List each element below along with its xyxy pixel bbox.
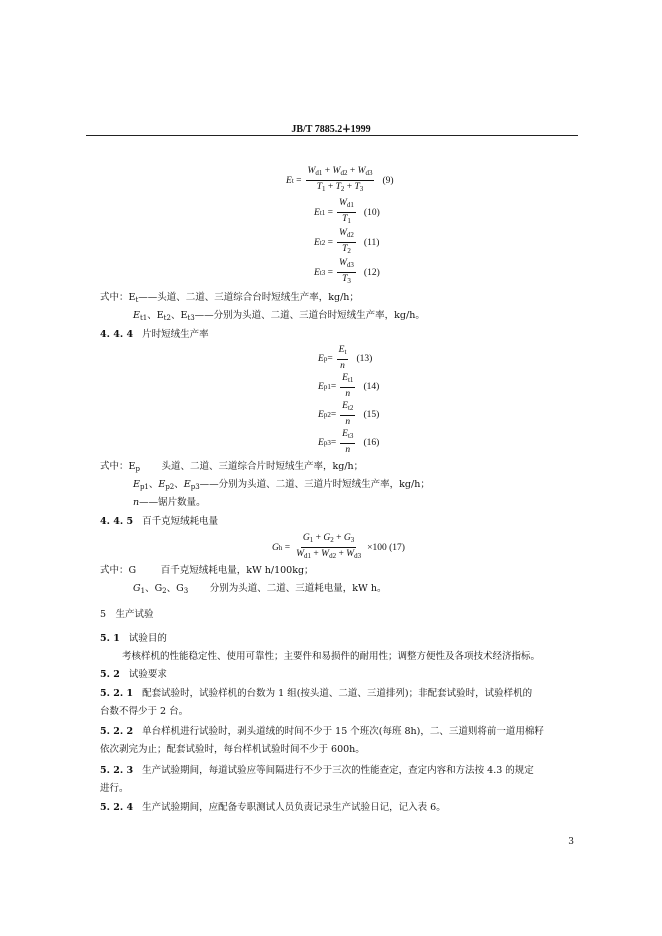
paragraph-5-2-2: 5. 2. 2 单台样机进行试验时，剥头道绒的时间不少于 15 个班次(每班 8h)，二、三道则将前一道用棉籽 [100,726,544,737]
equation-number: (16) [363,437,380,448]
formula-13: E p = $\frac{E_t}{n}$ (13) [318,345,373,371]
paragraph-line: 台数不得少于 2 台。 [100,706,189,717]
section-heading-4-4-5: 4. 4. 5 百千克短绒耗电量 [100,516,219,527]
paragraph-line: 进行。 [100,783,129,794]
formula-15: E p2 = $\frac{E_{t2}}{n}$ (15) [318,401,380,427]
equation-number: (10) [363,207,380,218]
equation-number: (17) [389,542,405,553]
formula-9: E t = $\frac{W_{d1} + W_{d2} + W_{d3}}{T_1 + T_2 + T_3}$ (9) [286,166,394,193]
where-clause: $E_{t1}$、$E_{t2}$、$E_{t3}——$分别为头道、二道、三道台时短绒生产率，kg/h。 [133,310,425,322]
equation-number: (13) [356,353,373,364]
formula-10: E t1 = $\frac{W_{d1}}{T_1}$ (10) [314,198,380,225]
paragraph-5-2-4: 5. 2. 4 生产试验期间，应配备专职测试人员负责记录生产试验日记，记入表 6。 [100,802,446,813]
paragraph: 考核样机的性能稳定性、使用可靠性；主要件和易损件的耐用性；调整方便性及各项技术经济指标。 [122,651,541,662]
section-heading-4-4-4: 4. 4. 4 片时短绒生产率 [100,329,209,340]
section-heading-5-1: 5. 1 试验目的 [100,633,167,644]
equation-number: (12) [363,267,380,278]
paragraph-5-2-1: 5. 2. 1 配套试验时，试验样机的台数为 1 组(按头道、二道、三道排列)；非配套试验时，试验样机的 [100,688,533,699]
where-clause: n——锯片数量。 [133,497,206,508]
formula-17: G h = $\frac{G_1 + G_2 + G_3}{W_{d1} + W_{d2} + W_{d3}}$ ×100 (17) [272,533,405,560]
where-clause: $E_{p1}$、$E_{p2}$、$E_{p3}——$分别为头道、二道、三道片时短绒生产率，kg/h； [133,479,430,491]
paragraph-line: 依次剥完为止；配套试验时，每台样机试验时间不少于 600h。 [100,744,365,755]
where-clause: 式中：G 百千克短绒耗电量，kW h/100kg； [100,565,314,576]
page-header: JB/T 7885.2∔1999 [291,124,371,135]
equation-number: (11) [363,237,380,248]
formula-14: E p1 = $\frac{E_{t1}}{n}$ (14) [318,373,380,399]
formula-16: E p3 = $\frac{E_{t3}}{n}$ (16) [318,429,380,455]
header-rule [86,135,578,136]
formula-11: E t2 = $\frac{W_{d2}}{T_2}$ (11) [314,228,380,255]
where-clause: 式中：$E_p$ 头道、二道、三道综合片时短绒生产率，kg/h； [100,461,364,473]
paragraph-5-2-3: 5. 2. 3 生产试验期间，每道试验应等间隔进行不少于三次的性能查定，查定内容和方法按 4.3 的规定 [100,765,534,776]
where-clause: $G_1$、$G_2$、$G_3$ 分别为头道、二道、三道耗电量，kW h。 [133,583,387,595]
equation-number: (15) [363,409,380,420]
equation-number: (14) [363,381,380,392]
page-number: 3 [568,837,574,847]
equation-number: (9) [382,175,394,186]
section-heading-5-2: 5. 2 试验要求 [100,669,167,680]
formula-12: E t3 = $\frac{W_{d3}}{T_3}$ (12) [314,258,380,285]
where-clause: 式中：$E_t——$头道、二道、三道综合台时短绒生产率，kg/h； [100,292,359,304]
section-heading-5: 5 生产试验 [100,609,154,620]
